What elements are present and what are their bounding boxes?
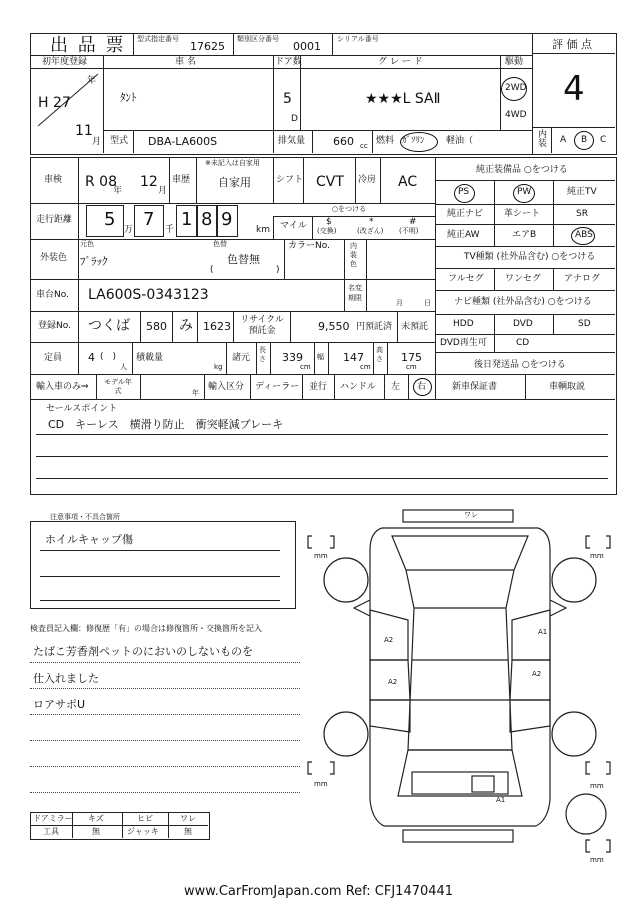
usage: 自家用 [218,176,251,189]
drive-2wd: 2WD [505,83,527,93]
mileage-label: 走行距離 [36,215,73,225]
displacement-label: 排気量 [278,136,306,146]
sales-text: CD キーレス 横滑り防止 衝突軽減ブレーキ [48,418,284,431]
inspector-line-1: たばこ芳香剤ペットのにおいのしないものを [33,645,253,658]
ac: AC [398,174,418,190]
fuel-circle [400,132,438,152]
grade-name-label: グ レ ー ド [378,57,423,67]
capacity-paren: ( ) [100,352,117,362]
length-label: 長さ [259,346,266,363]
expire-month: 月 [396,299,403,307]
footer-ref: www.CarFromJapan.com Ref: CFJ1470441 [184,884,454,899]
mileage-digit-5: 9 [221,209,233,230]
class-no-label: 類別区分番号 [237,35,279,43]
equip-ps-circle [454,184,475,203]
serial-label: シリアル番号 [337,35,379,43]
first-reg-month: 11 [75,123,93,139]
mile-unknown: (不明) [399,227,419,235]
fuel-value: ｶﾞｿﾘﾝ [402,136,425,146]
recycle-label: リサイクル預託金 [240,315,284,336]
handle-left: 左 [391,382,401,392]
legend-v1: 工具 [43,827,59,836]
sales-label: セールスポイント [46,404,118,414]
shift-label: シフト [276,175,304,185]
equip-airbag: エアB [512,230,537,240]
legend-v3: ジャッキ [127,827,159,836]
mileage-km: km [256,225,270,235]
navi-sd: SD [578,319,591,329]
diagram-a1-right: A1 [538,628,548,636]
mile-dollar: $ [326,217,332,227]
interior-label: 内装 [538,130,548,149]
grade-label: 評 価 点 [552,38,592,51]
equip-pw-circle [513,184,535,203]
diagram-a1-bottom: A1 [496,796,506,804]
capacity-persons: 人 [120,363,127,371]
color-no-label: カラーNo. [288,241,330,251]
fuel-label: 燃料 [376,136,395,146]
diagram-mm-4: mm [590,782,604,790]
light-oil-label: 軽油（ [446,136,474,146]
legend-h3: ヒビ [137,814,153,823]
inspector-label: 検査員記入欄：修復歴「有」の場合は修復箇所・交換箇所を記入 [30,624,262,633]
ac-label: 冷房 [358,175,377,185]
handle-right: 右 [417,382,427,392]
model-no-label: 型式指定番号 [137,35,179,43]
cc-unit: cc [360,142,368,150]
reg-label: 登録No. [38,321,71,331]
legend-h1: ドアミラー [33,814,73,823]
width-cm: cm [360,363,371,371]
equip-navi: 純正ナビ [447,209,484,219]
equip-abs-circle [571,227,595,245]
diagram-mm-5: mm [590,856,604,864]
reg-no: 1623 [203,320,231,333]
diagram-mm-2: mm [590,552,604,560]
mile-altered: (改ざん) [357,227,384,235]
mile-star: * [369,217,374,227]
diagram-mm-1: mm [314,552,328,560]
chassis: LA600S-0343123 [88,287,209,303]
mile-label: マイル [280,221,307,231]
capacity-label: 定員 [44,353,63,363]
notes-text: ホイルキャップ傷 [45,533,133,546]
length-cm: cm [300,363,311,371]
legend-v4: 無 [184,827,192,836]
handle-label: ハンドル [340,382,377,392]
repaint-label: 色替 [213,240,227,248]
import-type-label: 輸入区分 [208,382,245,392]
equip-sr: SR [576,209,588,219]
interior-b: B [581,135,588,145]
inspector-line-2: 仕入れました [33,672,99,685]
circle-note: ○をつける [332,205,367,213]
car-damage-diagram [300,500,620,870]
int-color-label: 内装色 [350,242,357,268]
width: 147 [343,351,364,364]
inspection-year-label: 年 [113,186,123,196]
later-header: 後日発送品 ○をつける [474,360,566,370]
dealer: ディーラー [255,382,300,392]
reg-class: 580 [146,320,167,333]
tv-full: フルセグ [448,274,484,284]
mileage-digit-4: 8 [201,209,213,230]
equip-ps: PS [458,187,470,197]
height-label: 高さ [376,346,383,363]
displacement: 660 [333,135,354,148]
tv-one: ワンセグ [505,274,542,284]
repaint-paren-open: ( [210,265,214,275]
inspection-era: R 08 [85,174,117,190]
usage-label: 車歴 [172,175,191,185]
drive-4wd: 4WD [505,110,527,120]
color: ﾌﾞﾗｯｸ [80,255,108,268]
length: 339 [282,351,303,364]
expire-day: 日 [424,299,431,307]
type-label: 型式 [110,136,129,146]
diagram-a2-right: A2 [532,670,542,678]
mile-hash: # [409,217,417,227]
legend-v2: 無 [92,827,100,836]
first-reg-month-label: 月 [92,137,102,147]
type: DBA-LA600S [148,135,218,148]
orig-color-label: 元色 [80,240,94,248]
later-manual: 車輌取説 [549,382,586,392]
mile-exchange: (交換) [317,227,337,235]
mileage-man: 万 [124,225,134,235]
diagram-top-mark: ワレ [464,511,478,519]
recycle-unit: 円預託済 [356,322,393,332]
usage-note: ※未記入は自家用 [205,159,260,167]
recycle: 9,550 [318,320,350,333]
interior-a: A [560,135,567,145]
first-reg-era: H 27 [38,95,71,111]
drive-2wd-circle [501,77,527,101]
mileage-digit-2: 7 [143,209,155,230]
reg-area: つくば [88,318,130,334]
model-year-unit: 年 [192,389,199,397]
equip-pw: PW [517,187,532,197]
equip-leather: 革シート [504,209,541,219]
first-reg-year-label: 年 [87,76,97,86]
interior-b-circle [574,131,594,150]
equip-abs: ABS [575,230,593,240]
handle-right-circle [413,378,432,396]
diagram-a2-left1: A2 [384,636,394,644]
doors-label: ドア数 [275,57,302,67]
equip-aw: 純正AW [447,230,480,240]
parallel: 並行 [309,382,328,392]
doors: 5 [283,91,292,107]
grade-value: 4 [563,69,585,109]
equip-header: 純正装備品 ○をつける [476,165,568,175]
equip-tv: 純正TV [567,187,597,197]
door-type: D [291,114,298,124]
car-name-label: 車 名 [175,57,196,67]
load-kg: kg [214,363,223,371]
dvd-label: DVD再生可 [440,338,487,348]
inspection-label: 車検 [44,175,63,185]
import-label: 輸入車のみ⇒ [36,382,89,392]
class-no: 0001 [293,40,321,53]
interior-c: C [600,135,607,145]
unpaid: 未預託 [401,322,429,332]
model-year-label: モデル年式 [104,378,132,395]
cd: CD [516,338,530,348]
first-reg-label: 初年度登録 [42,57,88,67]
navi-header: ナビ種類 (社外品含む) ○をつける [454,297,592,307]
height-cm: cm [406,363,417,371]
diagram-a2-left2: A2 [388,678,398,686]
repaint: 色替無 [227,253,260,266]
inspector-line-3: ロアサポU [33,698,86,711]
car-name: ﾀﾝﾄ [120,91,137,104]
capacity: 4 [88,351,95,364]
spec-label: 諸元 [232,353,251,363]
height: 175 [401,351,422,364]
navi-hdd: HDD [453,319,474,329]
tv-header: TV種類 (社外品含む) ○をつける [464,252,596,262]
load-label: 積載量 [136,353,164,363]
name-expire-label: 名変期限 [348,284,362,302]
color-label: 外装色 [40,253,68,263]
later-warranty: 新車保証書 [452,382,498,392]
navi-dvd: DVD [513,319,533,329]
repaint-paren-close: ) [276,265,280,275]
inspection-month-val: 12 [140,174,158,190]
tv-analog: アナログ [564,274,601,284]
diagram-mm-3: mm [314,780,328,788]
inspection-month-label: 月 [158,186,168,196]
mileage-digit-1: 5 [104,209,116,230]
model-no: 17625 [190,40,225,53]
width-label: 幅 [317,353,324,361]
reg-kana: み [179,318,193,334]
page-title: 出 品 票 [50,35,126,56]
legend-h4: ワレ [180,814,196,823]
legend-h2: キズ [88,814,104,823]
mileage-sen: 千 [165,225,175,235]
notes-label: 注意事項・不具合箇所 [50,513,120,521]
mileage-digit-3: 1 [181,209,193,230]
shift: CVT [316,174,344,190]
drive-label: 駆動 [505,57,524,67]
grade-name: ★★★L SAⅡ [365,91,441,107]
chassis-label: 車台No. [36,290,69,300]
